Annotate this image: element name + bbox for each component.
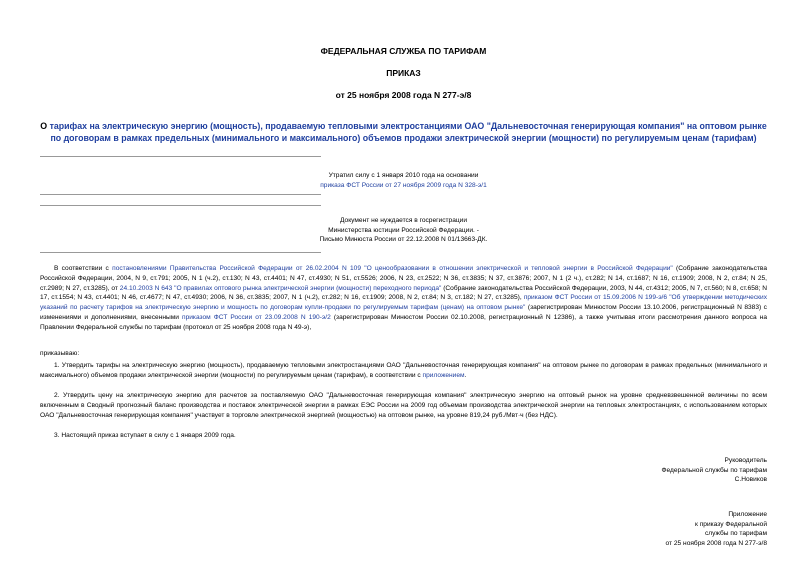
appendix-line-4: от 25 ноября 2008 года N 277-э/8 — [665, 539, 767, 547]
link-appendix[interactable]: приложением — [422, 371, 465, 379]
link-order-190[interactable]: приказом ФСТ России от 23.09.2008 N 190-э/2 — [182, 313, 331, 321]
lost-force-note — [240, 171, 567, 190]
link-decree-643[interactable]: 24.10.2003 N 643 "О правилах оптового рынка электрической энергии (мощности) переходного периода" — [119, 284, 442, 292]
divider-4 — [40, 252, 321, 253]
item-1-text: 1. Утвердить тарифы на электрическую энергию (мощность), продаваемую тепловыми электростанциями ОАО "Дальневосточная генерирующая компания" на оптовом рынке по договорам в рамках предельных (минимального и максимального) объемов продажи электрической энергии (мощности) по регулируемым ценам (тарифам), в соответствии с — [40, 362, 767, 379]
divider-1 — [40, 156, 321, 157]
registration-note — [240, 216, 567, 245]
registration-line-1: Документ не нуждается в госрегистрации — [339, 217, 468, 224]
lost-force-link[interactable]: приказа ФСТ России от 27 ноября 2009 года N 328-э/1 — [320, 181, 487, 189]
link-decree-109[interactable]: постановлениями Правительства Российской Федерации от 26.02.2004 N 109 "О ценообразовании в отношении электрической и тепловой энергии в Российской Федерации" — [112, 265, 673, 272]
paragraph-preamble — [40, 264, 767, 333]
signature-line-1: Руководитель — [724, 457, 767, 464]
registration-line-3: Письмо Минюста России от 22.12.2008 N 01/13663-ДК. — [319, 236, 488, 243]
preamble-text-e: (зарегистрирован Минюстом России 02.10.2008, регистрационный N 12386), а также учитывая итоги рассмотрения данного вопроса на Правлении Федеральной службы по тарифам (протокол от 25 ноября 2008 года N 49-э), — [40, 313, 767, 331]
paragraph-2: 2. Утвердить цену на электрическую энергию для расчетов за поставляемую ОАО "Дальневосточная генерирующая компания" электрическую энергию на оптовый рынок на уровне средневзвешенной величины по всем включенным в Сводный прогнозный баланс производства и поставок электрической энергии в рамках ЕЭС России на 2009 год объемам производства электрической энергии на тепловых электростанциях, с использованием которых ОАО "Дальневосточная генерирующая компания" участвует в торговле электрической энергией (мощностью) на оптовом рынке, на уровне 819,24 руб./Мвт·ч (без НДС). — [40, 392, 767, 419]
appendix-line-3: службы по тарифам — [704, 530, 767, 538]
signature-block — [662, 456, 768, 485]
document-title — [40, 120, 767, 144]
agency-heading: ФЕДЕРАЛЬНАЯ СЛУЖБА ПО ТАРИФАМ — [320, 46, 487, 56]
preamble-text-c: (Собрание законодательства Российской Федерации, 2003, N 44, ст.4312; 2005, N 7, ст.560; N 8, ст.658; N 17, ст.1554; N 43, ст.4401; N 46, ст.4677; N 47, ст.4930; 2006, N 36, ст.3835; 2007, N 1 (ч.2), ст.282; N 16, ст.1909; 2008, N 2, ст.84; N 3, ст.182; N 27, ст.3285), — [40, 284, 768, 302]
registration-line-2: Министерства юстиции Российской Федерации. - — [328, 226, 479, 234]
divider-2 — [40, 194, 321, 195]
preamble-text-b: (Собрание законодательства Российской Федерации, 2004, N 9, ст.791; 2005, N 1 (ч.2), ст.130; N 43, ст.4401; N 47, ст.4930; N 51, ст.5526; 2006, N 23, ст.2522; N 36, ст.3835; N 37, ст.3876; 2007, N 1 (2 ч.), ст.282; N 14, ст.1687; N 16, ст.1909; 2008, N 2, ст.84; N 25, ст.2989; N 27, ст.3285), от — [40, 265, 767, 292]
appendix-line-1: Приложение — [728, 511, 767, 518]
divider-3 — [40, 205, 321, 206]
doc-date-number: от 25 ноября 2008 года N 277-э/8 — [335, 90, 472, 100]
lost-force-text: Утратил силу с 1 января 2010 года на основании — [328, 172, 479, 179]
item-1-end: . — [464, 371, 467, 379]
link-order-199[interactable]: приказом ФСТ России от 15.09.2006 N 199-э/6 "Об утверждении методических указаний по расчету тарифов на электрическую энергию и мощность по договорам купли-продажи по регулируемым тарифам (ценам) на оптовом рынке" — [40, 294, 767, 312]
paragraph-3: 3. Настоящий приказ вступает в силу с 1 января 2009 года. — [54, 432, 236, 439]
signature-line-2: Федеральной службы по тарифам — [661, 466, 767, 474]
preamble-text-d: (зарегистрирован Минюстом России 13.10.2006, регистрационный N 8383) с изменениями и дополнениями, внесенными — [40, 304, 767, 321]
preamble-text-a: В соответствии с — [54, 265, 113, 272]
title-prefix: О — [40, 121, 50, 131]
paragraph-1 — [40, 361, 767, 381]
appendix-line-2: к приказу Федеральной — [695, 520, 767, 528]
signature-line-3: С.Новиков — [734, 476, 767, 484]
doc-type-heading: ПРИКАЗ — [386, 68, 421, 78]
appendix-reference — [666, 510, 767, 548]
title-link[interactable]: тарифах на электрическую энергию (мощность), продаваемую тепловыми электростанциями ОАО "Дальневосточная генерирующая компания" на оптовом рынке по договорам в рамках предельных (минимального и максимального) объемов продажи электрической энергии (мощности) по регулируемым ценам (тарифам) — [49, 121, 767, 143]
orders-word: приказываю: — [40, 350, 80, 357]
